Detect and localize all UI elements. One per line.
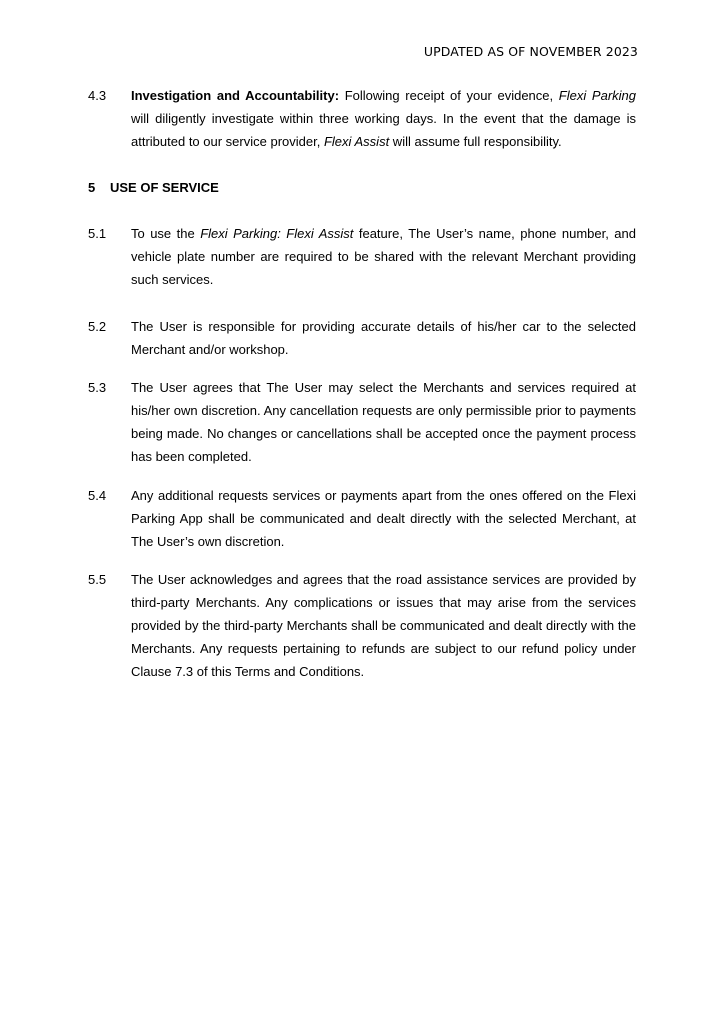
clause-title: Investigation and Accountability: (131, 88, 340, 103)
clause-number: 5.5 (88, 572, 107, 587)
clause-text: will diligently investigate within three working days. In the event that the damage is attributed to our service provider, (131, 111, 636, 149)
clause-body (131, 222, 636, 291)
section-5-heading (88, 176, 219, 199)
clause-5-3 (88, 376, 636, 468)
clause-body (131, 84, 636, 153)
brand-name: Flexi Assist (323, 134, 390, 149)
clause-5-1 (88, 222, 636, 291)
clause-number: 5.1 (88, 226, 107, 241)
updated-date-header: UPDATED AS OF NOVEMBER 2023 (423, 44, 638, 59)
clause-number: 5.2 (88, 319, 107, 334)
clause-body: Any additional requests services or payments apart from the ones offered on the Flexi Parking App shall be communicated and dealt directly with the selected Merchant, at The User’s own discretion. (131, 488, 636, 549)
clause-body: The User acknowledges and agrees that the road assistance services are provided by third-party Merchants. Any complications or issues that may arise from the services provided by the third-party Merchants shall be communicated and dealt directly with the Merchants. Any requests pertaining to refunds are subject to our refund policy under Clause 7.3 of this Terms and Conditions. (131, 572, 636, 679)
section-title: USE OF SERVICE (110, 180, 219, 195)
section-number: 5 (88, 180, 96, 195)
clause-5-5 (88, 568, 636, 683)
clause-text: Following receipt of your evidence, (339, 88, 559, 103)
clause-number: 4.3 (88, 88, 107, 103)
clause-text: To use the (131, 226, 201, 241)
clause-body: The User is responsible for providing accurate details of his/her car to the selected Merchant and/or workshop. (131, 319, 636, 357)
clause-text: will assume full responsibility. (389, 134, 562, 149)
feature-name: Flexi Parking: Flexi Assist (200, 226, 354, 241)
clause-text: feature, The User’s name, phone number, and vehicle plate number are required to be shared with the relevant Merchant providing such services. (131, 226, 636, 287)
brand-name: Flexi Parking (558, 88, 636, 103)
clause-5-4 (88, 484, 636, 553)
clause-4-3 (88, 84, 636, 153)
clause-number: 5.3 (88, 380, 107, 395)
clause-number: 5.4 (88, 488, 107, 503)
clause-body: The User agrees that The User may select the Merchants and services required at his/her own discretion. Any cancellation requests are only permissible prior to payments being made. No changes or cancellations shall be accepted once the payment process has been completed. (131, 380, 636, 464)
clause-5-2 (88, 315, 636, 361)
